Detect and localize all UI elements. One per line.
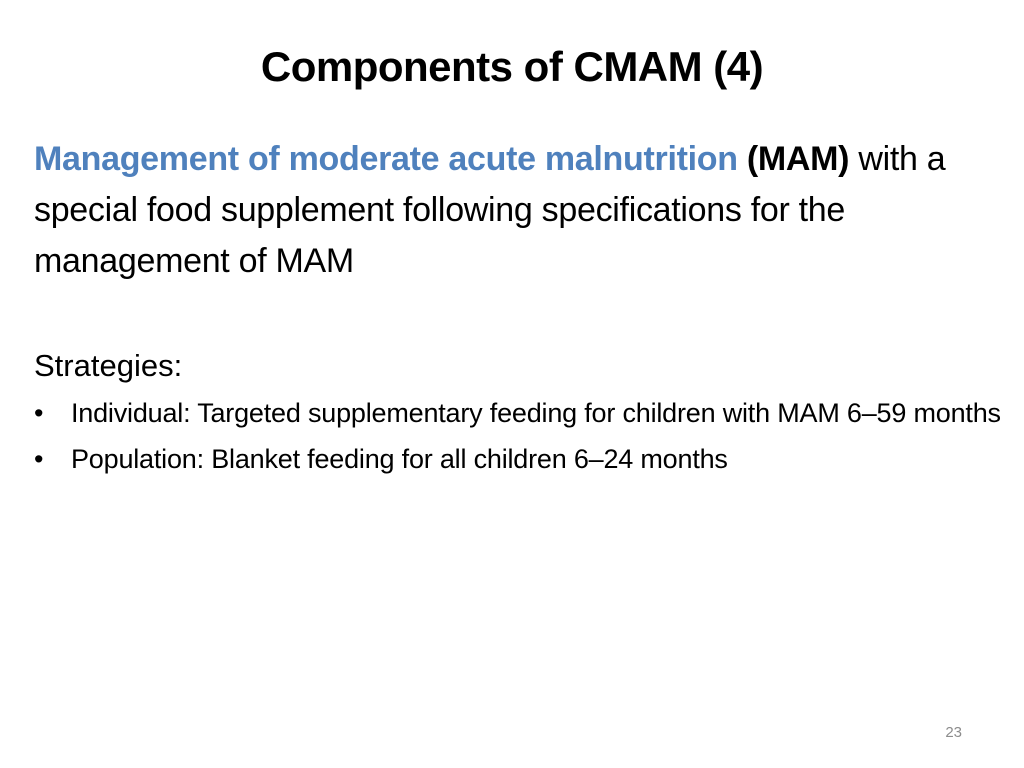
- intro-paragraph: [34, 134, 1004, 287]
- bullet-icon: •: [34, 398, 44, 428]
- strategy-item-individual: [34, 396, 1004, 431]
- strategy-item-population: [34, 442, 1004, 477]
- strategy-text: Individual: Targeted supplementary feeding for children with MAM 6–59 months: [71, 398, 1001, 428]
- intro-rest: with a special food supplement following specifications for the management of MAM: [34, 140, 946, 280]
- intro-highlight: Management of moderate acute malnutrition: [34, 140, 738, 178]
- slide-title: Components of CMAM (4): [260, 43, 764, 90]
- strategies-heading: Strategies:: [34, 348, 183, 383]
- intro-abbreviation: (MAM): [746, 140, 850, 178]
- slide-number: 23: [945, 724, 962, 741]
- bullet-icon: •: [34, 444, 44, 474]
- strategy-text: Population: Blanket feeding for all children 6–24 months: [71, 444, 728, 474]
- strategy-list: [34, 396, 1004, 488]
